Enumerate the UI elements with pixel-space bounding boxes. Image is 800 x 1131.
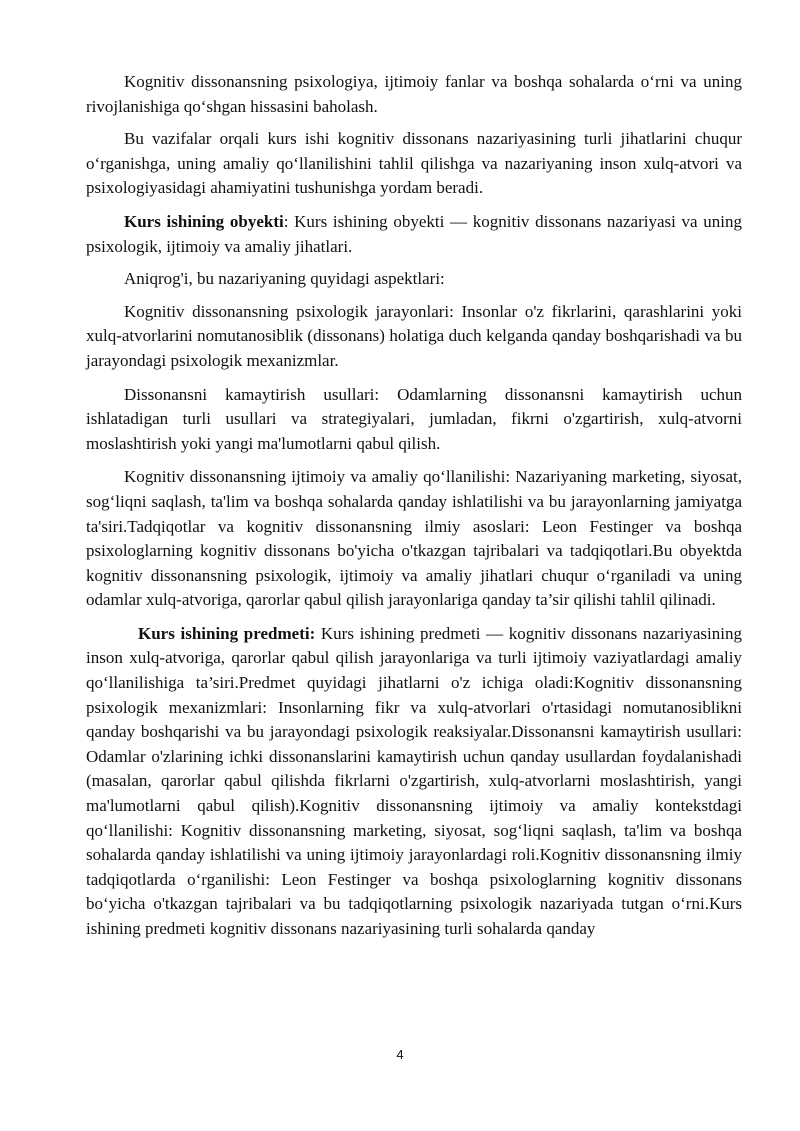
paragraph-text: Aniqrog'i, bu nazariyaning quyidagi aspektlari: [124,269,445,289]
paragraph-text: Kognitiv dissonansning ijtimoiy va amaliy qo‘llanilishi: Nazariyaning marketing, siyosat, sog‘liqni saqlash, ta'lim va boshqa sohalarda qanday ishlatilishi va bu jarayonlarning jamiyatga ta'siri.Tadqiqotlar va kognitiv dissonansning ilmiy asoslari: Leon Festinger va boshqa psixologlarning kognitiv dissonans bo'yicha o'tkazgan tajribalari va tadqiqotlari.Bu obyektda kognitiv dissonansning psixologik, ijtimoiy va amaliy jihatlari chuqur o‘rganiladi va uning odamlar xulq-atvoriga, qarorlar qabul qilish jarayonlariga qanday ta’sir qilishi tahlil qilinadi. [86,467,742,610]
paragraph-course-subject [86,622,742,942]
paragraph-heading: Kurs ishining predmeti: [138,623,316,643]
paragraph-heading: Kurs ishining obyekti [124,211,284,231]
paragraph-aspects-intro [86,267,742,292]
paragraph-social-application [86,465,742,613]
paragraph-reduction-methods [86,383,742,457]
paragraph-text: Kognitiv dissonansning psixologiya, ijtimoiy fanlar va boshqa sohalarda o‘rni va uning rivojlanishiga qo‘shgan hissasini baholash. [86,72,742,116]
paragraph-text: Dissonansni kamaytirish usullari: Odamlarning dissonansni kamaytirish uchun ishlatadigan turli usullari va strategiyalari, jumladan, fikrni o'zgartirish, xulq-atvorni moslashtirish yoki yangi ma'lumotlarni qabul qilish. [86,384,742,453]
paragraph-psychological-processes [86,300,742,374]
paragraph-role-assessment [86,70,742,119]
paragraph-text: : Kurs ishining obyekti — kognitiv dissonans nazariyasi va uning psixologik, ijtimoiy va amaliy jihatlari. [86,211,742,256]
paragraph-text: Kognitiv dissonansning psixologik jarayonlari: Insonlar o'z fikrlarini, qarashlarini yoki xulq-atvorlarini nomutanosiblik (dissonans) holatiga duch kelganda qanday boshqarishadi va bu jarayondagi psixologik mexanizmlar. [86,301,742,370]
paragraph-text: Bu vazifalar orqali kurs ishi kognitiv dissonans nazariyasining turli jihatlarini chuqur o‘rganishga, uning amaliy qo‘llanilishini tahlil qilishga va nazariyaning inson xulq-atvori va psixologiyasidagi ahamiyatini tushunishga yordam beradi. [86,129,742,198]
page-number: 4 [396,1047,404,1062]
document-page [86,70,742,951]
paragraph-text: Kurs ishining predmeti — kognitiv dissonans nazariyasining inson xulq-atvoriga, qarorlar qabul qilish jarayonlariga va turli ijtimoiy vaziyatlardagi amaliy qo‘llanilishiga ta’siri.Predmet quyidagi jihatlarni o'z ichiga oladi:Kognitiv dissonansning psixologik mexanizmlari: Insonlarning fikr va xulq-atvorlari o'rtasidagi nomutanosiblikni qanday boshqarishi va bu jarayondagi psixologik reaksiyalar.Dissonansni kamaytirish usullari: Odamlar o'zlarining ichki dissonanslarini kamaytirish uchun qanday usullardan foydalanishadi (masalan, qarorlar qabul qilishda fikrlarni o'zgartirish, xulq-atvorlarni moslashtirish, yangi ma'lumotlarni qabul qilish).Kognitiv dissonansning ijtimoiy va amaliy kontekstdagi qo‘llanilishi: Kognitiv dissonansning marketing, siyosat, sog‘liqni saqlash, ta'lim va boshqa sohalarda qanday ishlatilishi va uning ijtimoiy jarayonlardagi roli.Kognitiv dissonansning ilmiy tadqiqotlarda o‘rganilishi: Leon Festinger va boshqa psixologlarning kognitiv dissonans bo‘yicha o'tkazgan tajribalari va bu tadqiqotlarning psixologik nazariyada tutgan o‘rni.Kurs ishining predmeti kognitiv dissonans nazariyasining turli sohalarda qanday [86,623,742,938]
paragraph-tasks-summary [86,127,742,201]
paragraph-course-object [86,210,742,259]
